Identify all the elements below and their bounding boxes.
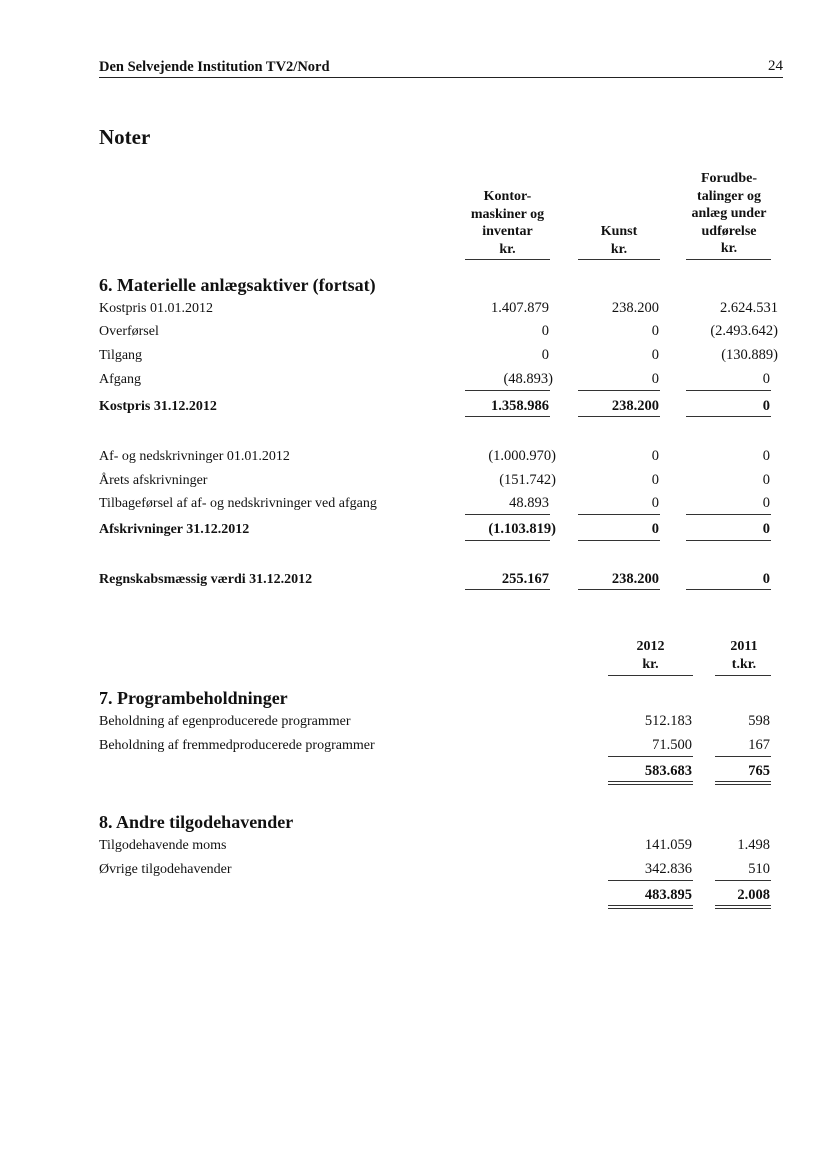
page-title: Noter xyxy=(99,125,151,149)
col-header-line: Forudbe- xyxy=(701,171,757,186)
cell-value-total: 238.200 xyxy=(611,398,659,414)
col-header-line: talinger og xyxy=(697,188,761,204)
cell-value: 0 xyxy=(762,448,770,464)
subtotal-rule xyxy=(715,756,771,757)
cell-value-total: 238.200 xyxy=(611,571,659,587)
col-header-line: kr. xyxy=(642,656,659,672)
cell-value-total: 0 xyxy=(762,398,770,414)
cell-value-total: 0 xyxy=(762,521,770,537)
col-header-line: kr. xyxy=(720,241,738,256)
subtotal-rule xyxy=(686,514,771,515)
cell-value-total: 483.895 xyxy=(644,887,692,903)
cell-value: (2.493.642) xyxy=(710,323,778,339)
col-header-rule xyxy=(686,259,771,260)
col-header-line: anlæg under xyxy=(691,206,767,221)
col-header-kunst xyxy=(578,223,660,258)
cell-value: 2.624.531 xyxy=(720,300,778,316)
cell-value: (1.000.970) xyxy=(488,448,556,464)
row-label: Årets afskrivninger xyxy=(99,473,208,488)
total-rule xyxy=(465,540,550,541)
total-rule xyxy=(578,540,660,541)
col-header-line: t.kr. xyxy=(731,656,757,672)
col-header-rule xyxy=(608,675,693,676)
cell-value: 510 xyxy=(748,861,770,877)
col-header-line: udførelse xyxy=(701,223,757,239)
col-header-2012 xyxy=(608,638,693,673)
cell-value-total: 0 xyxy=(651,521,659,537)
col-header-line: kr. xyxy=(499,241,516,257)
subtotal-rule xyxy=(578,390,660,391)
subtotal-rule xyxy=(578,514,660,515)
cell-value: 1.498 xyxy=(737,837,770,853)
total-rule xyxy=(465,589,550,590)
col-header-rule xyxy=(715,675,771,676)
cell-value-total: 583.683 xyxy=(644,763,692,779)
col-header-forudbetalinger xyxy=(676,170,782,258)
cell-value: 0 xyxy=(541,323,549,339)
cell-value: 71.500 xyxy=(652,737,692,753)
row-label: Tilgodehavende moms xyxy=(99,838,227,853)
cell-value: (151.742) xyxy=(499,472,556,488)
col-header-kontor xyxy=(450,188,565,258)
cell-value: (48.893) xyxy=(503,371,553,387)
col-header-line: 2012 xyxy=(636,639,665,654)
cell-value: 0 xyxy=(651,347,659,363)
total-rule xyxy=(686,540,771,541)
col-header-rule xyxy=(465,259,550,260)
header-rule xyxy=(99,77,783,78)
cell-value: 48.893 xyxy=(509,495,549,511)
cell-value-total: (1.103.819) xyxy=(488,521,556,537)
cell-value: 512.183 xyxy=(644,713,692,729)
page-number: 24 xyxy=(768,58,783,74)
cell-value-total: 765 xyxy=(748,763,770,779)
row-label: Øvrige tilgodehavender xyxy=(99,862,232,877)
row-label-total: Regnskabsmæssig værdi 31.12.2012 xyxy=(99,572,313,587)
cell-value: 141.059 xyxy=(644,837,692,853)
cell-value-total: 255.167 xyxy=(501,571,549,587)
cell-value-total: 0 xyxy=(762,571,770,587)
subtotal-rule xyxy=(608,756,693,757)
subtotal-rule xyxy=(686,390,771,391)
subtotal-rule xyxy=(608,880,693,881)
col-header-line: 2011 xyxy=(730,639,758,654)
col-header-2011 xyxy=(715,638,773,673)
col-header-line: Kontor- xyxy=(483,189,532,204)
cell-value: (130.889) xyxy=(721,347,778,363)
cell-value: 0 xyxy=(651,371,659,387)
cell-value-total: 2.008 xyxy=(737,887,770,903)
cell-value: 0 xyxy=(651,323,659,339)
cell-value: 167 xyxy=(748,737,770,753)
row-label: Tilbageførsel af af- og nedskrivninger ved afgang xyxy=(99,496,377,511)
cell-value: 598 xyxy=(748,713,770,729)
double-rule xyxy=(715,905,771,909)
subtotal-rule xyxy=(715,880,771,881)
total-rule xyxy=(578,416,660,417)
total-rule xyxy=(465,416,550,417)
cell-value: 0 xyxy=(762,472,770,488)
col-header-line: kr. xyxy=(610,241,628,257)
section-title-7: 7. Programbeholdninger xyxy=(99,688,288,708)
col-header-line: maskiner og xyxy=(470,206,545,222)
cell-value: 0 xyxy=(541,347,549,363)
subtotal-rule xyxy=(465,390,550,391)
col-header-rule xyxy=(578,259,660,260)
total-rule xyxy=(686,589,771,590)
cell-value: 238.200 xyxy=(611,300,659,316)
row-label: Kostpris 01.01.2012 xyxy=(99,301,213,316)
col-header-line: Kunst xyxy=(600,224,638,239)
company-name: Den Selvejende Institution TV2/Nord xyxy=(99,59,330,75)
subtotal-rule xyxy=(465,514,550,515)
section-title-8: 8. Andre tilgodehavender xyxy=(99,812,294,832)
row-label: Overførsel xyxy=(99,324,159,339)
cell-value: 0 xyxy=(762,495,770,511)
total-rule xyxy=(686,416,771,417)
double-rule xyxy=(608,905,693,909)
row-label: Beholdning af egenproducerede programmer xyxy=(99,714,351,729)
cell-value: 0 xyxy=(651,472,659,488)
double-rule xyxy=(715,781,771,785)
cell-value: 0 xyxy=(762,371,770,387)
double-rule xyxy=(608,781,693,785)
row-label: Tilgang xyxy=(99,348,143,363)
row-label-total: Kostpris 31.12.2012 xyxy=(99,399,217,414)
cell-value: 1.407.879 xyxy=(491,300,549,316)
row-label-total: Afskrivninger 31.12.2012 xyxy=(99,522,250,537)
row-label: Beholdning af fremmedproducerede programmer xyxy=(99,738,375,753)
cell-value: 0 xyxy=(651,448,659,464)
section-title-6: 6. Materielle anlægsaktiver (fortsat) xyxy=(99,275,376,295)
cell-value: 0 xyxy=(651,495,659,511)
total-rule xyxy=(578,589,660,590)
col-header-line: inventar xyxy=(482,224,533,239)
cell-value: 342.836 xyxy=(644,861,692,877)
row-label: Afgang xyxy=(99,372,141,387)
cell-value-total: 1.358.986 xyxy=(491,398,549,414)
row-label: Af- og nedskrivninger 01.01.2012 xyxy=(99,449,290,464)
